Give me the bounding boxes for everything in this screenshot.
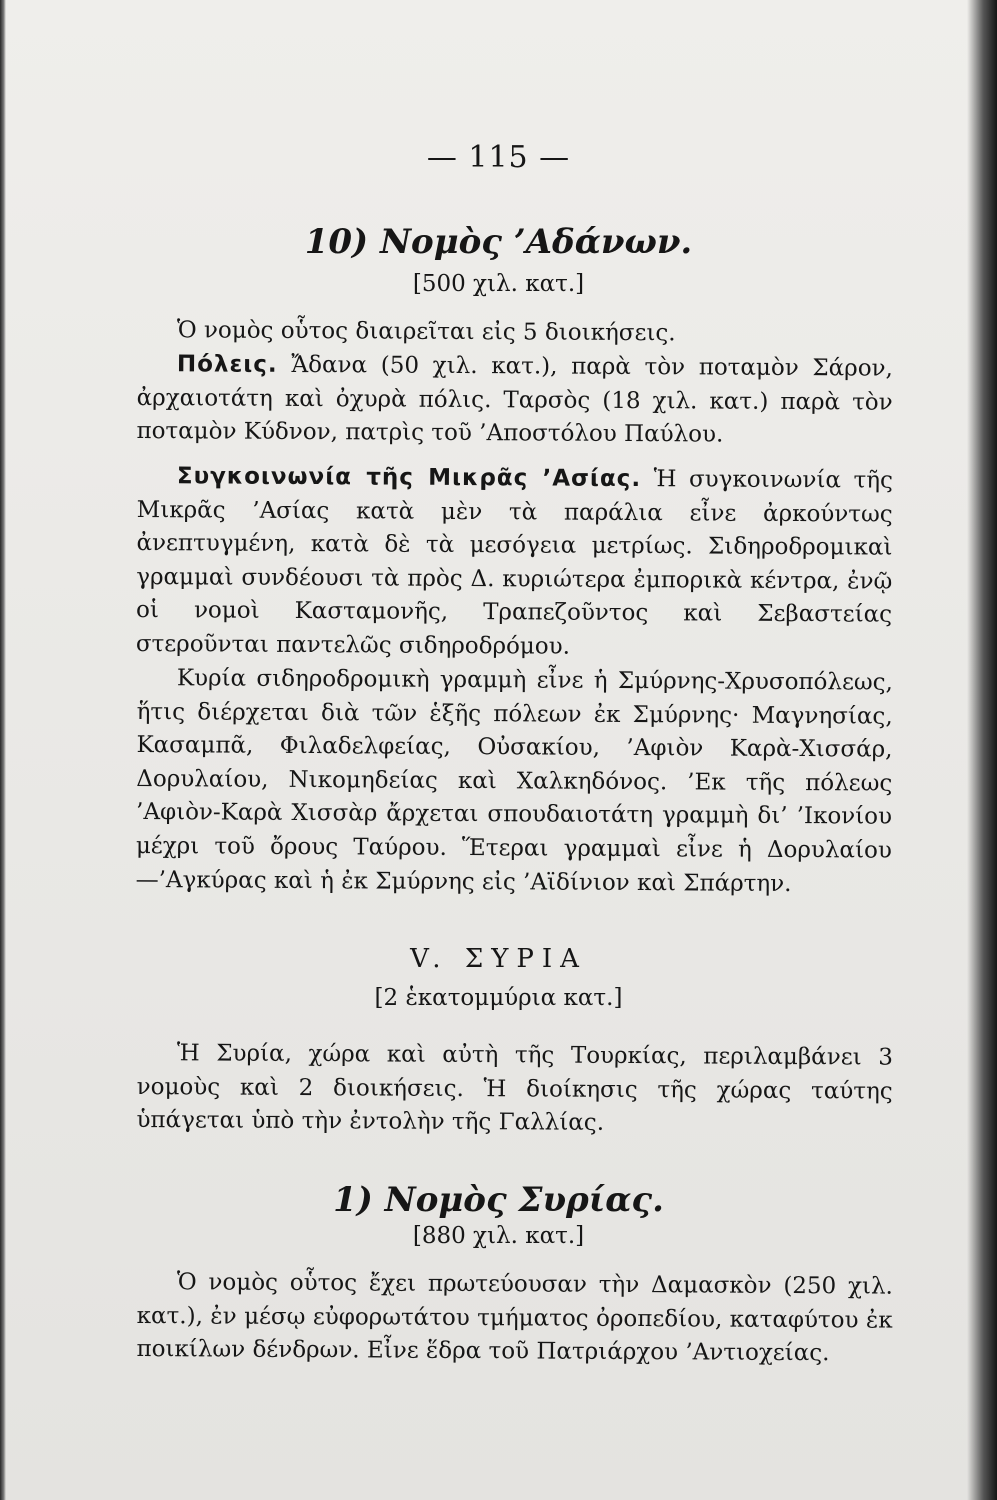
paragraph-lead-transport: Συγκοινωνία τῆς Μικρᾶς ’Ασίας. (176, 463, 642, 493)
paragraph-railway-lines: Κυρία σιδηροδρομικὴ γραμμὴ εἶνε ἡ Σμύρνης-Χρυσοπόλεως, ἥτις διέρχεται διὰ τῶν ἑξῆς πόλεων ἐκ Σμύρνης· Μαγνησίας, Κασαμπᾶ, Φιλαδελφείας, Οὐσακίου, ’Αφιὸν Καρὰ-Χισσάρ, Δορυλαίου, Νικομηδείας καὶ Χαλκηδόνος. ’Εκ τῆς πόλεως ’Αφιὸν-Καρὰ Χισσὰρ ἄρχεται σπουδαιοτάτη γραμμὴ δι’ ’Ικονίου μέχρι τοῦ ὄρους Ταύρου. Ἕτεραι γραμμαὶ εἶνε ἡ Δορυλαίου—’Αγκύρας καὶ ἡ ἐκ Σμύρνης εἰς ’Αϊδίνιον καὶ Σπάρτην. (135, 665, 893, 897)
section-area-syria: [2 ἑκατομμύρια κατ.] (374, 985, 623, 1011)
section-area-syria-province: [880 χιλ. κατ.] (412, 1223, 585, 1249)
section-title-syria: V. ΣΥΡΙΑ (410, 944, 587, 974)
paragraph-transport-asia-minor (136, 460, 893, 666)
paragraph-lead-cities: Πόλεις. (176, 351, 278, 378)
paragraph-syria-overview: Ἡ Συρία, χώρα καὶ αὐτὴ τῆς Τουρκίας, περιλαμβάνει 3 νομοὺς καὶ 2 διοικήσεις. Ἡ διοίκησις τῆς χώρας ταύτης ὑπάγεται ὑπὸ τὴν ἐντολὴν τῆς Γαλλίας. (136, 1040, 893, 1137)
paragraph-administration-adana: Ὁ νομὸς οὗτος διαιρεῖται εἰς 5 διοικήσεις. (176, 317, 676, 347)
section-title-adana: 10) Νομὸς ’Αδάνων. (304, 222, 693, 262)
page-number: — 115 — (426, 140, 571, 175)
paragraph-transport-text: Ἡ συγκοινωνία τῆς Μικρᾶς ’Ασίας κατὰ μὲν τὰ παράλια εἶνε ἀρκούντως ἀνεπτυγμένη, κατὰ δὲ τὰ μεσόγεια μετρίως. Σιδηροδρομικαὶ γραμμαὶ συνδέουσι τὰ πρὸς Δ. κυριώτερα ἐμπορικὰ κέντρα, ἐνῷ οἱ νομοὶ Κασταμονῆς, Τραπεζοῦντος καὶ Σεβαστείας στεροῦνται παντελῶς σιδηροδρόμου. (135, 466, 893, 660)
section-title-syria-province: 1) Νομὸς Συρίας. (333, 1180, 664, 1220)
paragraph-cities-text: Ἄδανα (50 χιλ. κατ.), παρὰ τὸν ποταμὸν Σάρον, ἀρχαιοτάτη καὶ ὀχυρὰ πόλις. Ταρσὸς (18 χιλ. κατ.) παρὰ τὸν ποταμὸν Κύδνον, πατρὶς τοῦ ’Αποστόλου Παύλου. (136, 351, 893, 448)
paragraph-cities-adana (136, 348, 893, 453)
section-area-adana: [500 χιλ. κατ.] (412, 271, 585, 297)
paragraph-damascus: Ὁ νομὸς οὗτος ἔχει πρωτεύουσαν τὴν Δαμασκὸν (250 χιλ. κατ.), ἐν μέσῳ εὐφορωτάτου τμήματος ὀροπεδίου, καταφύτου ἐκ ποικίλων δένδρων. Εἶνε ἕδρα τοῦ Πατριάρχου ’Αντιοχείας. (136, 1269, 893, 1367)
